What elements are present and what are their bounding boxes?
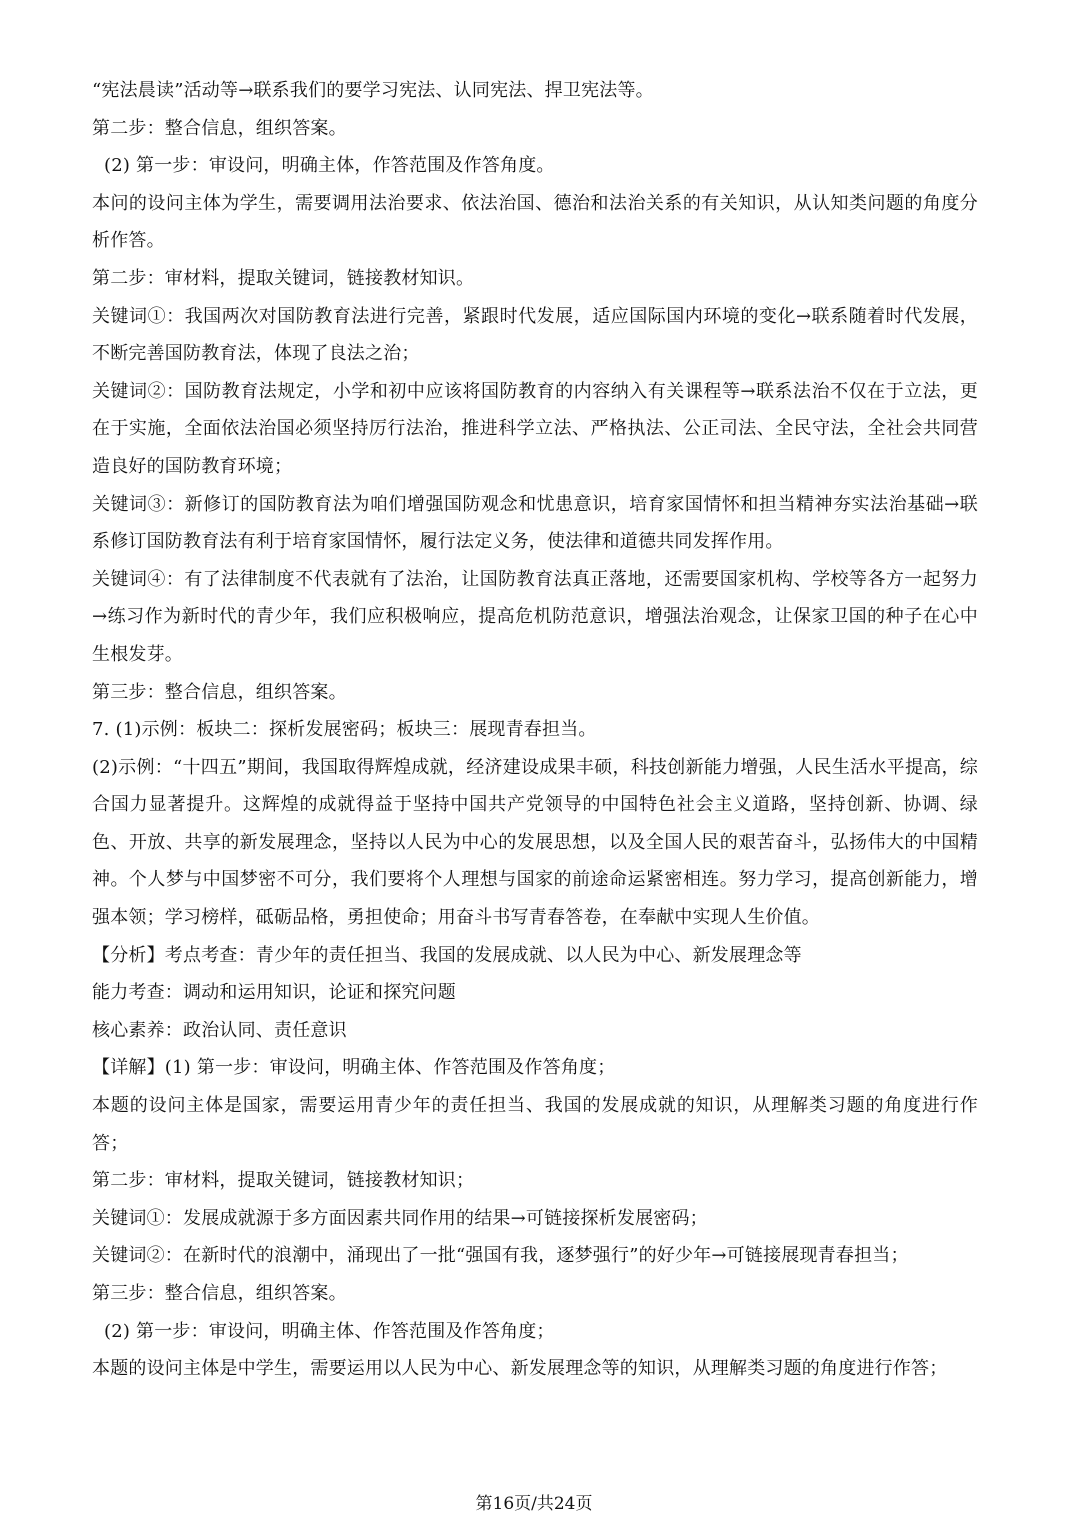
paragraph: 第二步：审材料，提取关键词，链接教材知识； xyxy=(92,1170,475,1192)
paragraph: 能力考查：调动和运用知识，论证和探究问题 xyxy=(92,982,456,1004)
paragraph: 第三步：整合信息，组织答案。 xyxy=(92,1283,347,1304)
page-footer xyxy=(0,1494,1068,1514)
paragraph: 第三步：整合信息，组织答案。 xyxy=(92,681,347,703)
paragraph: “宪法晨读”活动等→联系我们的要学习宪法、认同宪法、捍卫宪法等。 xyxy=(92,80,654,101)
paragraph: 关键词④：有了法律制度不代表就有了法治，让国防教育法真正落地，还需要国家机构、学校等各方一起努力→练习作为新时代的青少年，我们应积极响应，提高危机防范意识，增强法治观念，让保家卫国的种子在心中生根发芽。 xyxy=(92,568,978,665)
paragraph: 【详解】(1) 第一步：审设问，明确主体、作答范围及作答角度； xyxy=(92,1057,616,1079)
paragraph: 本题的设问主体是中学生，需要运用以人民为中心、新发展理念等的知识，从理解类习题的角度进行作答； xyxy=(92,1358,948,1380)
document-body xyxy=(92,72,978,1388)
paragraph: 核心素养：政治认同、责任意识 xyxy=(92,1019,347,1041)
paragraph: (2) 第一步：审设问，明确主体，作答范围及作答角度。 xyxy=(104,155,555,177)
paragraph: (2)示例：“十四五”期间，我国取得辉煌成就，经济建设成果丰硕，科技创新能力增强，人民生活水平提高，综合国力显著提升。这辉煌的成就得益于坚持中国共产党领导的中国特色社会主义道路，坚持创新、协调、绿色、开放、共享的新发展理念，坚持以人民为中心的发展思想，以及全国人民的艰苦奋斗，弘扬伟大的中国精神。个人梦与中国梦密不可分，我们要将个人理想与国家的前途命运紧密相连。努力学习，提高创新能力，增强本领；学习榜样，砥砺品格，勇担使命；用奋斗书写青春答卷，在奉献中实现人生价值。 xyxy=(92,756,978,929)
paragraph: 本题的设问主体是国家，需要运用青少年的责任担当、我国的发展成就的知识，从理解类习题的角度进行作答； xyxy=(92,1095,978,1154)
paragraph: 关键词②：在新时代的浪潮中，涌现出了一批“强国有我，逐梦强行”的好少年→可链接展现青春担当； xyxy=(92,1245,909,1267)
paragraph: 关键词②：国防教育法规定，小学和初中应该将国防教育的内容纳入有关课程等→联系法治不仅在于立法，更在于实施，全面依法治国必须坚持厉行法治，推进科学立法、严格执法、公正司法、全民守法，全社会共同营造良好的国防教育环境； xyxy=(92,380,978,477)
paragraph: 关键词①：我国两次对国防教育法进行完善，紧跟时代发展，适应国际国内环境的变化→联系随着时代发展，不断完善国防教育法，体现了良法之治； xyxy=(92,305,978,365)
paragraph: 关键词③：新修订的国防教育法为咱们增强国防观念和忧患意识，培育家国情怀和担当精神夯实法治基础→联系修订国防教育法有利于培育家国情怀，履行法定义务，使法律和道德共同发挥作用。 xyxy=(92,493,978,553)
paragraph: 本问的设问主体为学生，需要调用法治要求、依法治国、德治和法治关系的有关知识，从认知类问题的角度分析作答。 xyxy=(92,192,978,252)
paragraph: 关键词①：发展成就源于多方面因素共同作用的结果→可链接探析发展密码； xyxy=(92,1207,708,1229)
paragraph: 7. (1)示例：板块二：探析发展密码；板块三：展现青春担当。 xyxy=(92,719,597,741)
paragraph: 【分析】考点考查：青少年的责任担当、我国的发展成就、以人民为中心、新发展理念等 xyxy=(92,944,802,966)
paragraph: 第二步：审材料，提取关键词，链接教材知识。 xyxy=(92,267,475,289)
paragraph: 第二步：整合信息，组织答案。 xyxy=(92,117,347,139)
paragraph: (2) 第一步：审设问，明确主体、作答范围及作答角度； xyxy=(104,1320,555,1342)
page-number: 第16页/共24页 xyxy=(475,1494,593,1514)
